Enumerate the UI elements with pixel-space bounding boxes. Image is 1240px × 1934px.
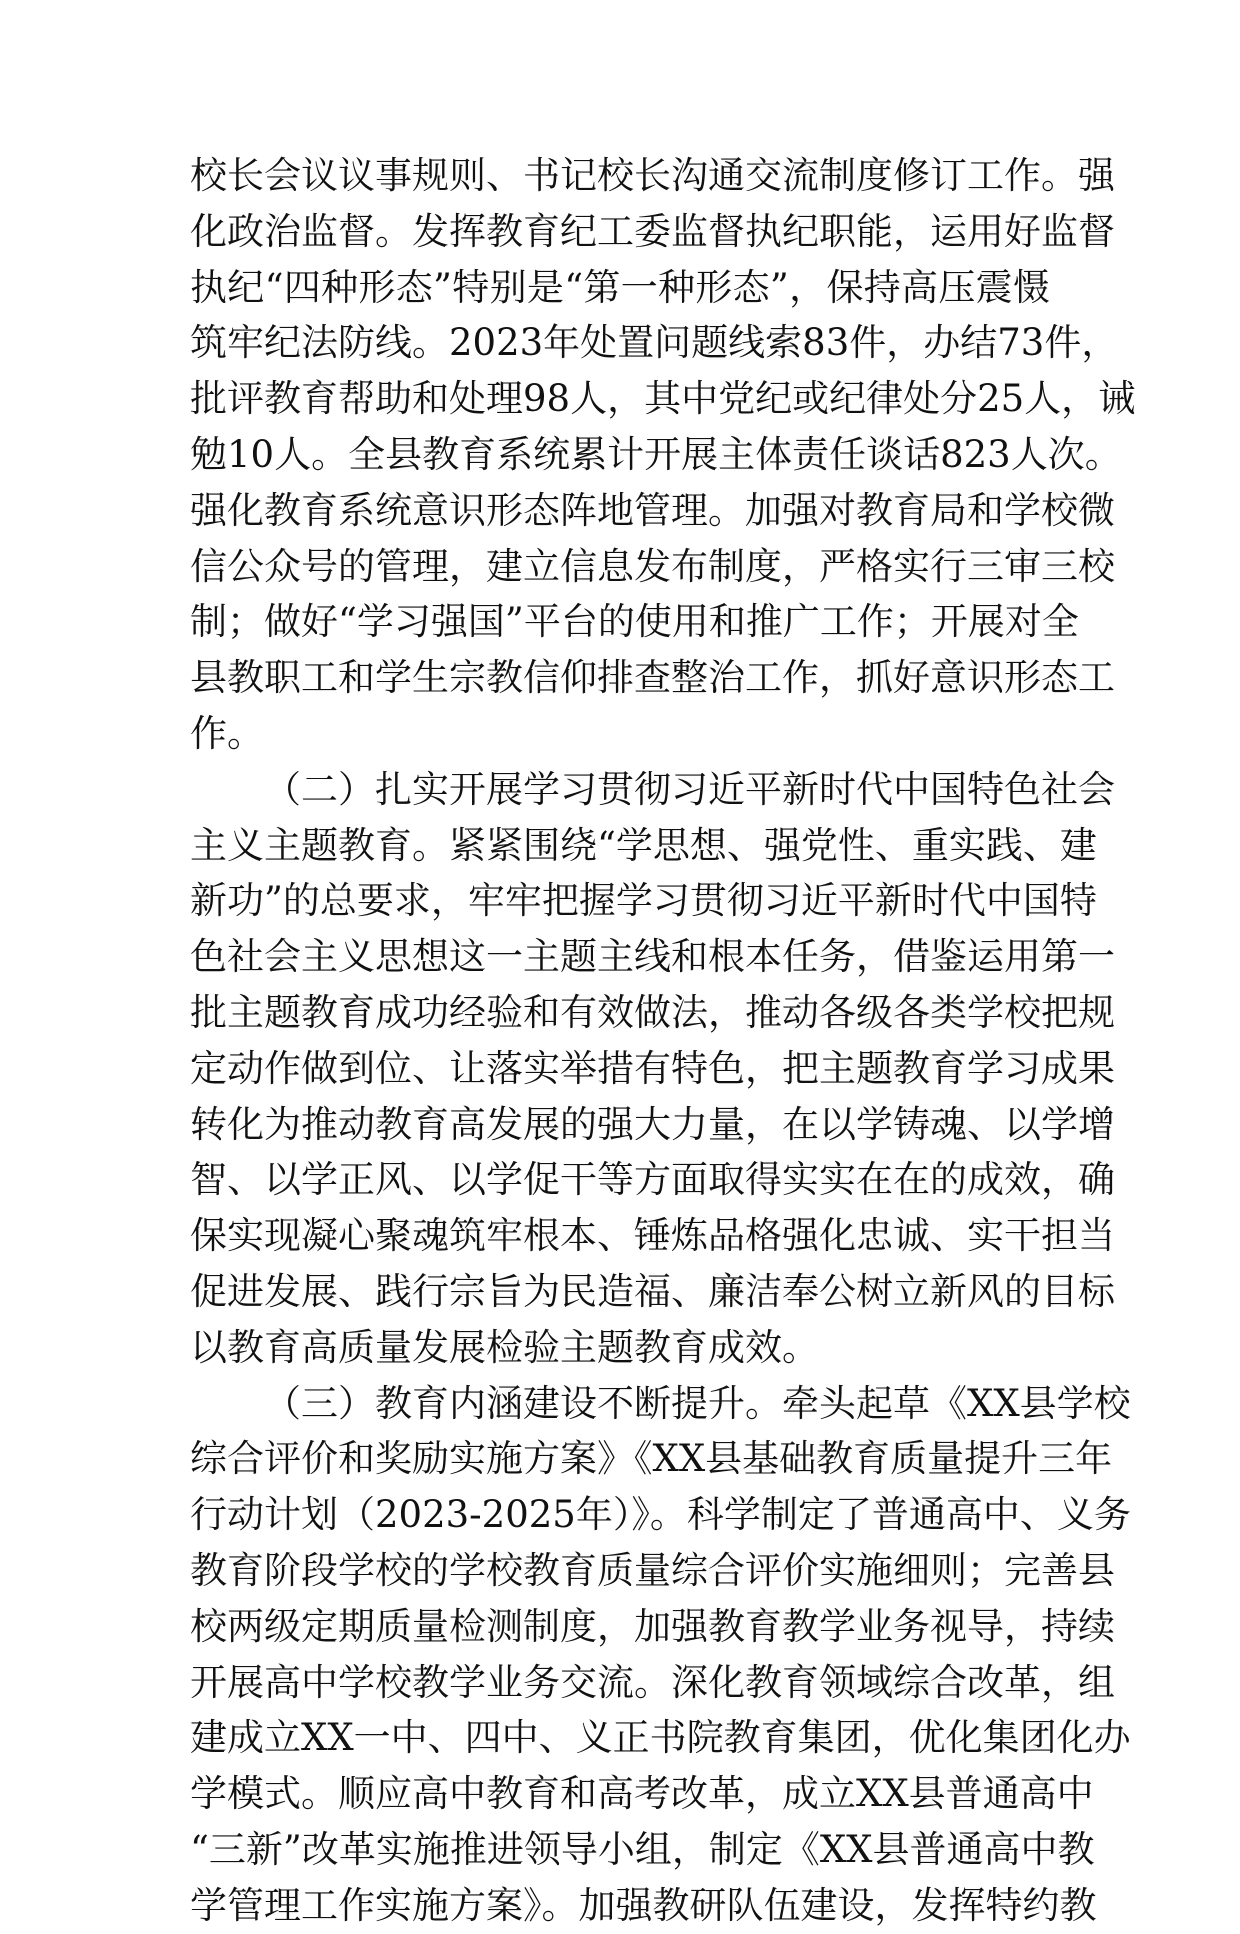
text-line: 作。 [190, 711, 264, 755]
text-line: 以教育高质量发展检验主题教育成效。 [190, 1325, 819, 1369]
text-line: 建成立XX一中、四中、义正书院教育集团，优化集团化办 [190, 1716, 1131, 1760]
text-line: 校长会议议事规则、书记校长沟通交流制度修订工作。强 [190, 154, 1115, 197]
text-line: 教育阶段学校的学校教育质量综合评价实施细则；完善县 [190, 1548, 1115, 1592]
section-heading-line: （二）扎实开展学习贯彻习近平新时代中国特色社会 [264, 767, 1115, 811]
text-line: 勉10人。全县教育系统累计开展主体责任谈话823人次。 [190, 432, 1122, 476]
text-line: 批评教育帮助和处理98人，其中党纪或纪律处分25人，诫 [190, 377, 1136, 421]
text-line: 制；做好“学习强国”平台的使用和推广工作；开展对全 [190, 600, 1079, 644]
text-line: 执纪“四种形态”特别是“第一种形态”，保持高压震慑 [190, 265, 1050, 309]
text-line: 促进发展、践行宗旨为民造福、廉洁奉公树立新风的目标 [190, 1269, 1115, 1313]
text-line: 保实现凝心聚魂筑牢根本、锤炼品格强化忠诚、实干担当 [190, 1214, 1115, 1258]
text-line: 信公众号的管理，建立信息发布制度，严格实行三审三校 [190, 544, 1115, 588]
text-line: 批主题教育成功经验和有效做法，推动各级各类学校把规 [190, 990, 1115, 1034]
text-line: 学管理工作实施方案》。加强教研队伍建设，发挥特约教 [190, 1883, 1097, 1927]
text-line: 综合评价和奖励实施方案》《XX县基础教育质量提升三年 [190, 1437, 1113, 1481]
text-line: 化政治监督。发挥教育纪工委监督执纪职能，运用好监督 [190, 209, 1115, 253]
text-line: “三新”改革实施推进领导小组，制定《XX县普通高中教 [190, 1827, 1095, 1871]
text-line: 转化为推动教育高发展的强大力量，在以学铸魂、以学增 [190, 1102, 1115, 1146]
text-line: 新功”的总要求，牢牢把握学习贯彻习近平新时代中国特 [190, 879, 1097, 923]
text-line: 开展高中学校教学业务交流。深化教育领域综合改革，组 [190, 1660, 1115, 1704]
text-line: 县教职工和学生宗教信仰排查整治工作，抓好意识形态工 [190, 656, 1115, 700]
text-line: 定动作做到位、让落实举措有特色，把主题教育学习成果 [190, 1046, 1115, 1090]
text-line: 行动计划（2023-2025年）》。科学制定了普通高中、义务 [190, 1493, 1131, 1537]
text-line: 筑牢纪法防线。2023年处置问题线索83件，办结73件， [190, 321, 1119, 365]
text-line: 主义主题教育。紧紧围绕“学思想、强党性、重实践、建 [190, 823, 1097, 867]
text-line: 学模式。顺应高中教育和高考改革，成立XX县普通高中 [190, 1772, 1094, 1816]
document-body [190, 148, 1136, 1934]
text-line: 强化教育系统意识形态阵地管理。加强对教育局和学校微 [190, 488, 1115, 532]
section-heading-line: （三）教育内涵建设不断提升。牵头起草《XX县学校 [264, 1381, 1131, 1425]
text-line: 校两级定期质量检测制度，加强教育教学业务视导，持续 [190, 1604, 1115, 1648]
text-line: 智、以学正风、以学促干等方面取得实实在在的成效，确 [190, 1158, 1115, 1202]
text-line: 色社会主义思想这一主题主线和根本任务，借鉴运用第一 [190, 935, 1115, 979]
